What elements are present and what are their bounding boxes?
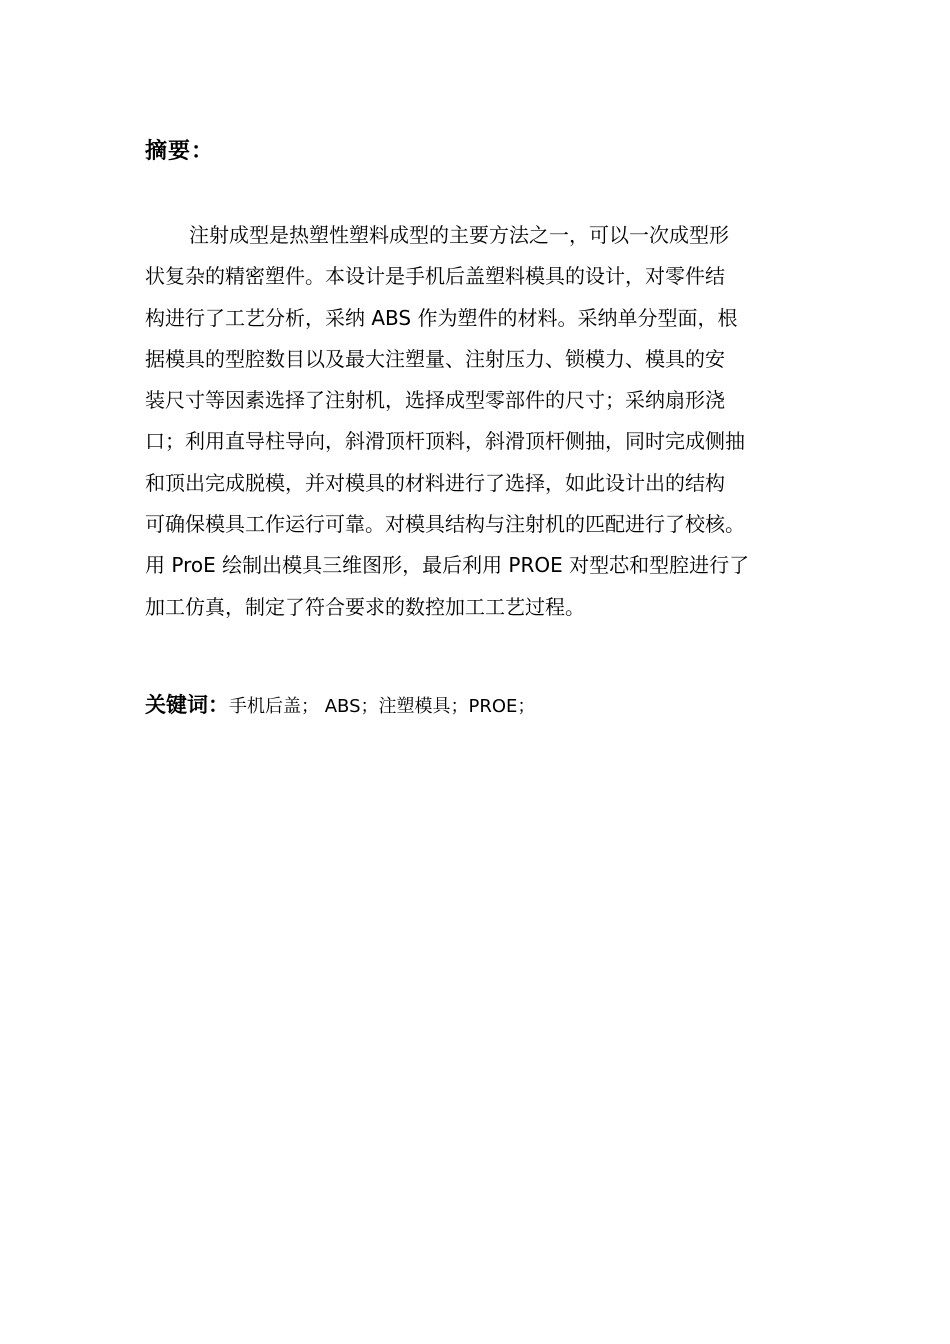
keywords-text: 手机后盖； ABS；注塑模具；PROE； (229, 696, 536, 717)
abstract-line: 构进行了工艺分析，采纳 ABS 作为塑件的材料。采纳单分型面，根 (145, 305, 738, 330)
keywords-label: 关键词： (145, 693, 229, 717)
abstract-line: 装尺寸等因素选择了注射机，选择成型零部件的尺寸；采纳扇形浇 (145, 388, 725, 413)
abstract-line: 口；利用直导柱导向，斜滑顶杆顶料，斜滑顶杆侧抽，同时完成侧抽 (145, 429, 745, 454)
abstract-heading: 摘要： (145, 139, 215, 164)
abstract-line: 据模具的型腔数目以及最大注塑量、注射压力、锁模力、模具的安 (145, 346, 725, 371)
keywords-line (145, 688, 535, 724)
abstract-line: 和顶出完成脱模，并对模具的材料进行了选择，如此设计出的结构 (145, 470, 725, 495)
abstract-line: 可确保模具工作运行可靠。对模具结构与注射机的匹配进行了校核。 (145, 512, 745, 537)
abstract-line: 用 ProE 绘制出模具三维图形，最后利用 PROE 对型芯和型腔进行了 (145, 553, 750, 578)
abstract-body (145, 215, 835, 628)
abstract-line: 注射成型是热塑性塑料成型的主要方法之一，可以一次成型形 (189, 223, 729, 247)
abstract-line: 状复杂的精密塑件。本设计是手机后盖塑料模具的设计，对零件结 (145, 264, 725, 289)
abstract-line: 加工仿真，制定了符合要求的数控加工工艺过程。 (145, 594, 585, 619)
